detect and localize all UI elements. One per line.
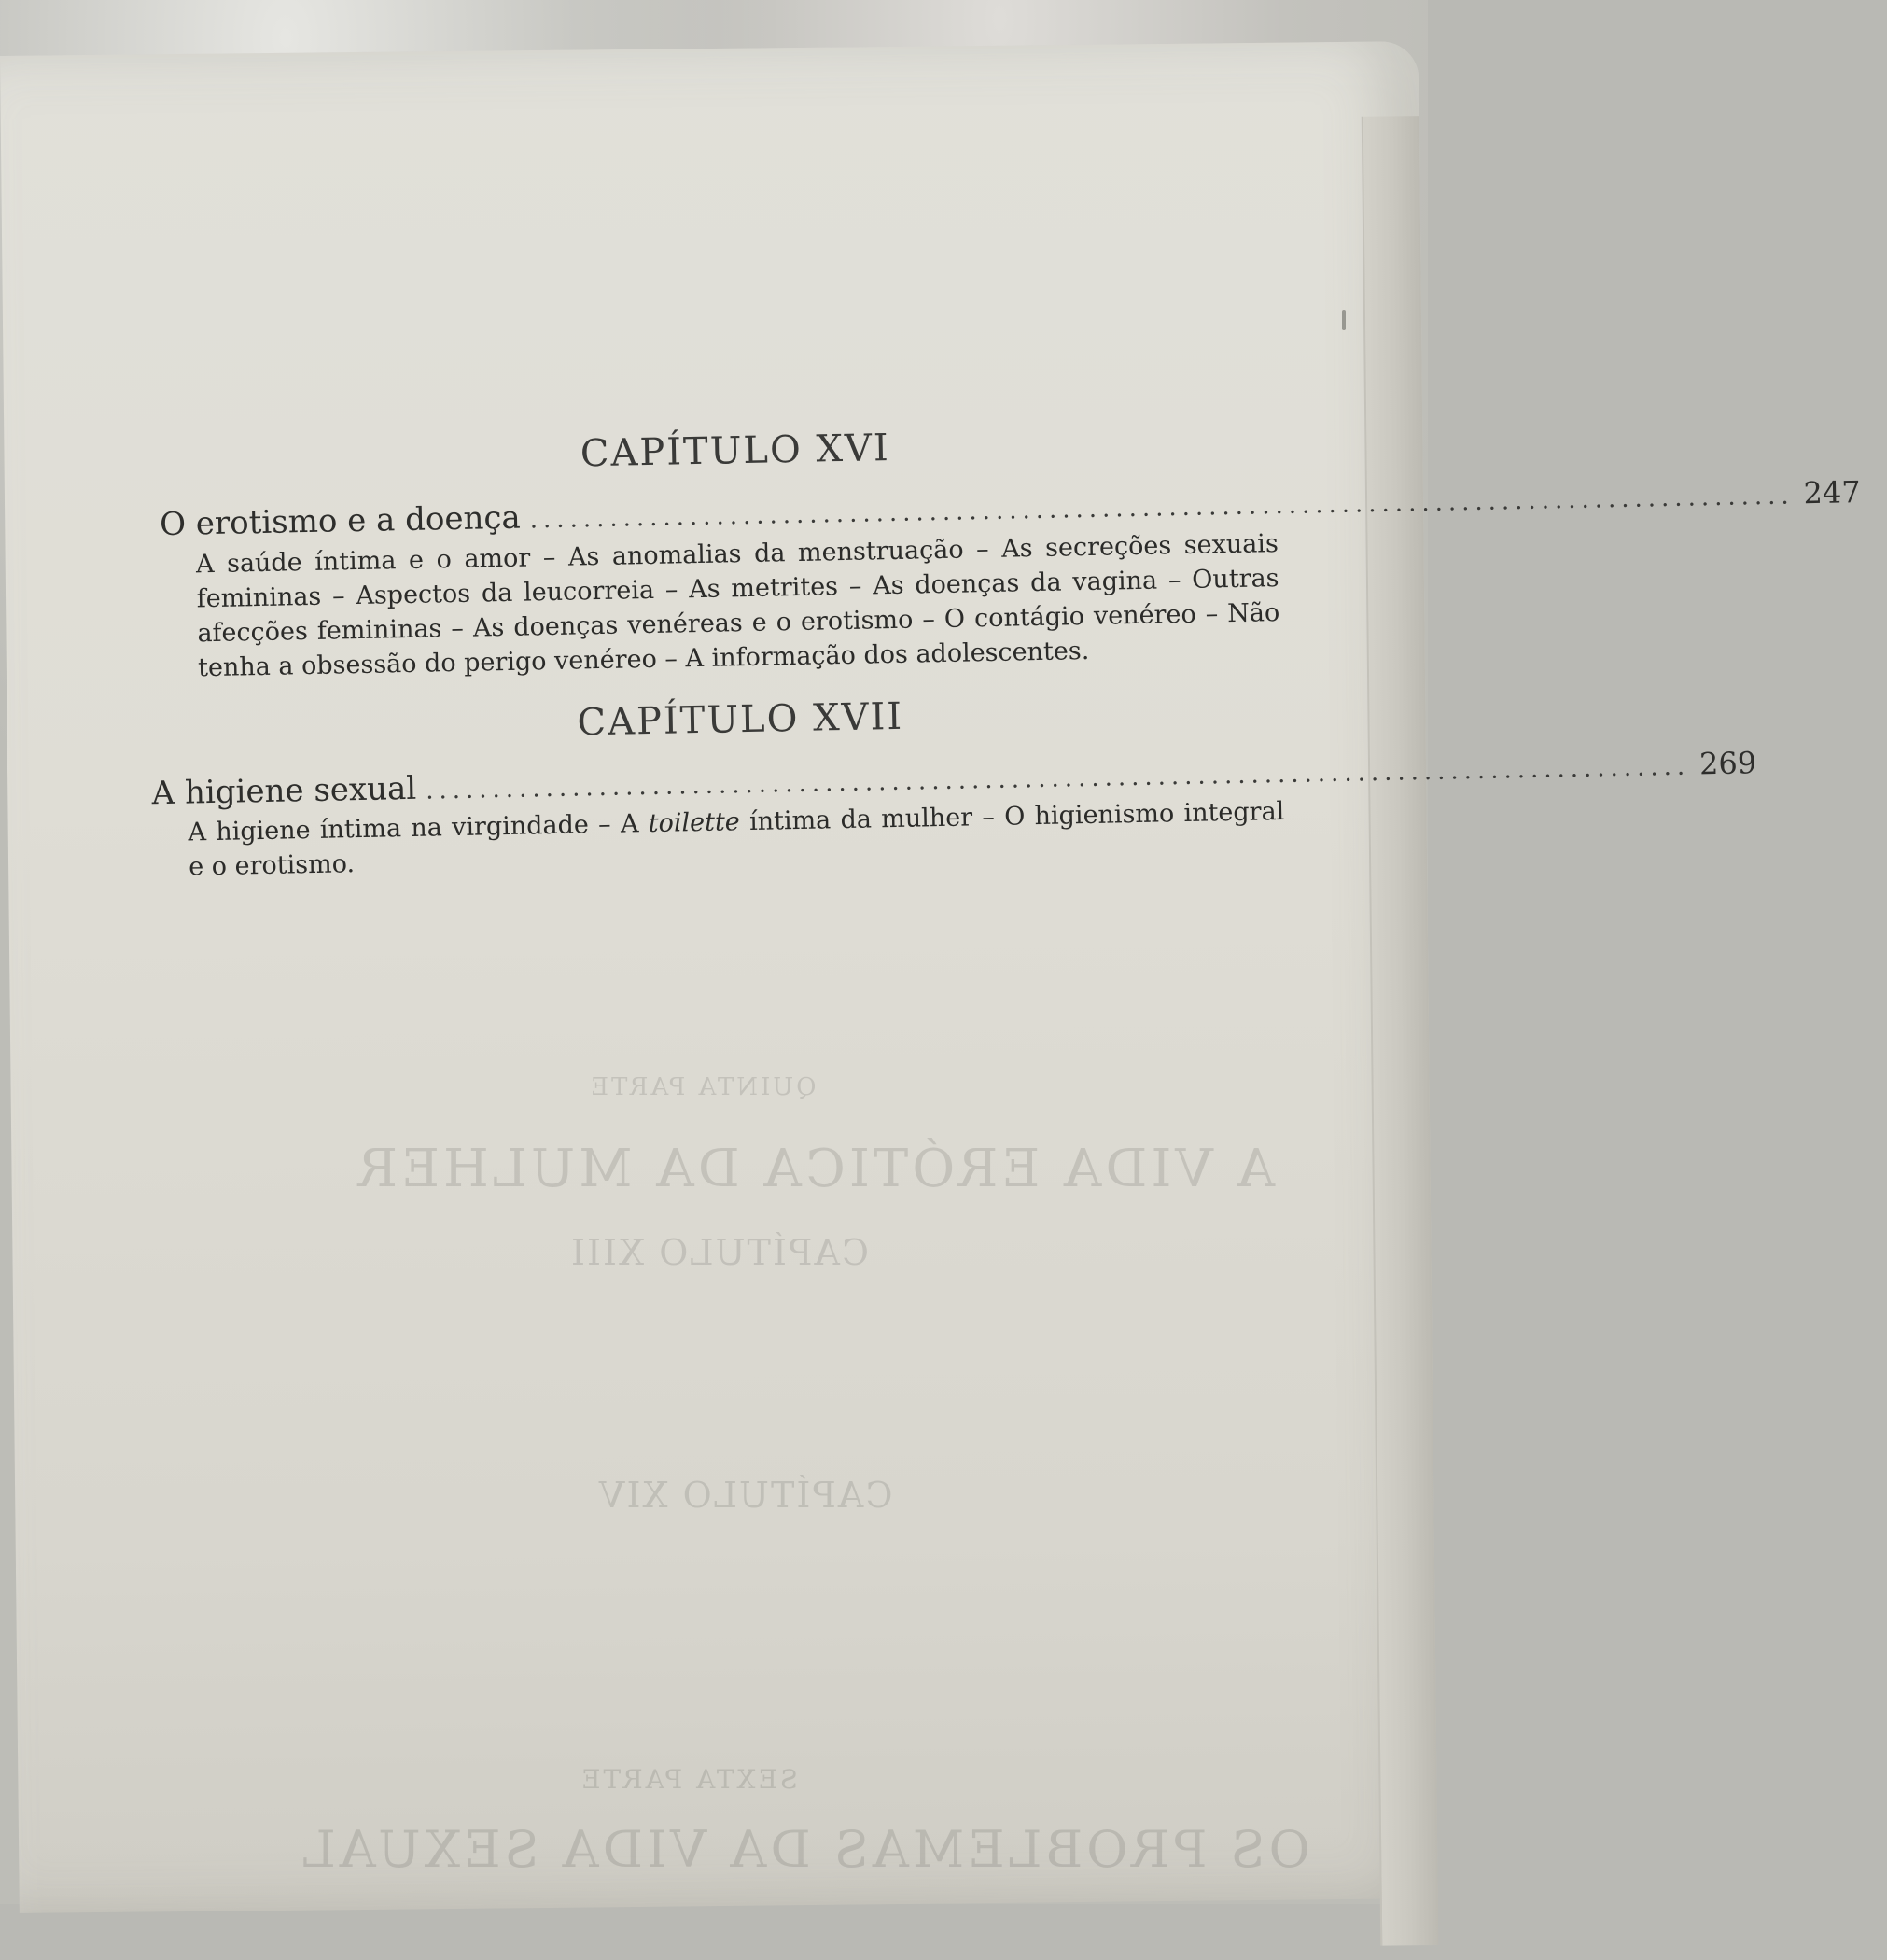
entry-page-number: 269 <box>1698 745 1757 782</box>
show-through-part-title-2: OS PROBLEMAS DA VIDA SEXUAL <box>299 1820 1310 1879</box>
summary-text: íntima da mulher – O higienismo integral e o erotismo. <box>188 796 1285 882</box>
chapter-heading-xvi: CAPÍTULO XVI <box>580 427 891 476</box>
entry-title: A higiene sexual <box>151 769 417 813</box>
entry-title: O erotismo e a doença <box>159 498 522 544</box>
dot-leader: ............................................................................................... <box>529 482 1795 535</box>
show-through-chapter-xiii: CAPÍTULO XIII <box>569 1232 870 1273</box>
chapter-heading-xvii: CAPÍTULO XVII <box>577 694 904 745</box>
summary-text: A higiene íntima na virgindade – A <box>188 809 650 847</box>
entry-page-number: 247 <box>1803 474 1862 511</box>
show-through-chapter-xiv: CAPÍTULO XIV <box>597 1475 893 1516</box>
show-through-part-title: A VIDA ERÓTICA DA MULHER <box>355 1139 1276 1199</box>
show-through-part-label-2: SEXTA PARTE <box>579 1764 799 1795</box>
dot-leader: ............................................................................................... <box>425 752 1691 805</box>
summary-italic-term: toilette <box>648 807 741 839</box>
show-through-part-label: QUINTA PARTE <box>588 1073 817 1101</box>
chapter-summary-xvi: A saúde íntima e o amor – As anomalias da menstruação – As secreções sexuais femininas – Aspectos da leucorreia – As metrites – As doenças da vagina – Outras afecções femininas – As doenças venéreas e o erotismo – O contágio venéreo – Não tenha a obsessão do perigo venéreo – A informação dos adolescentes. <box>195 529 1280 683</box>
